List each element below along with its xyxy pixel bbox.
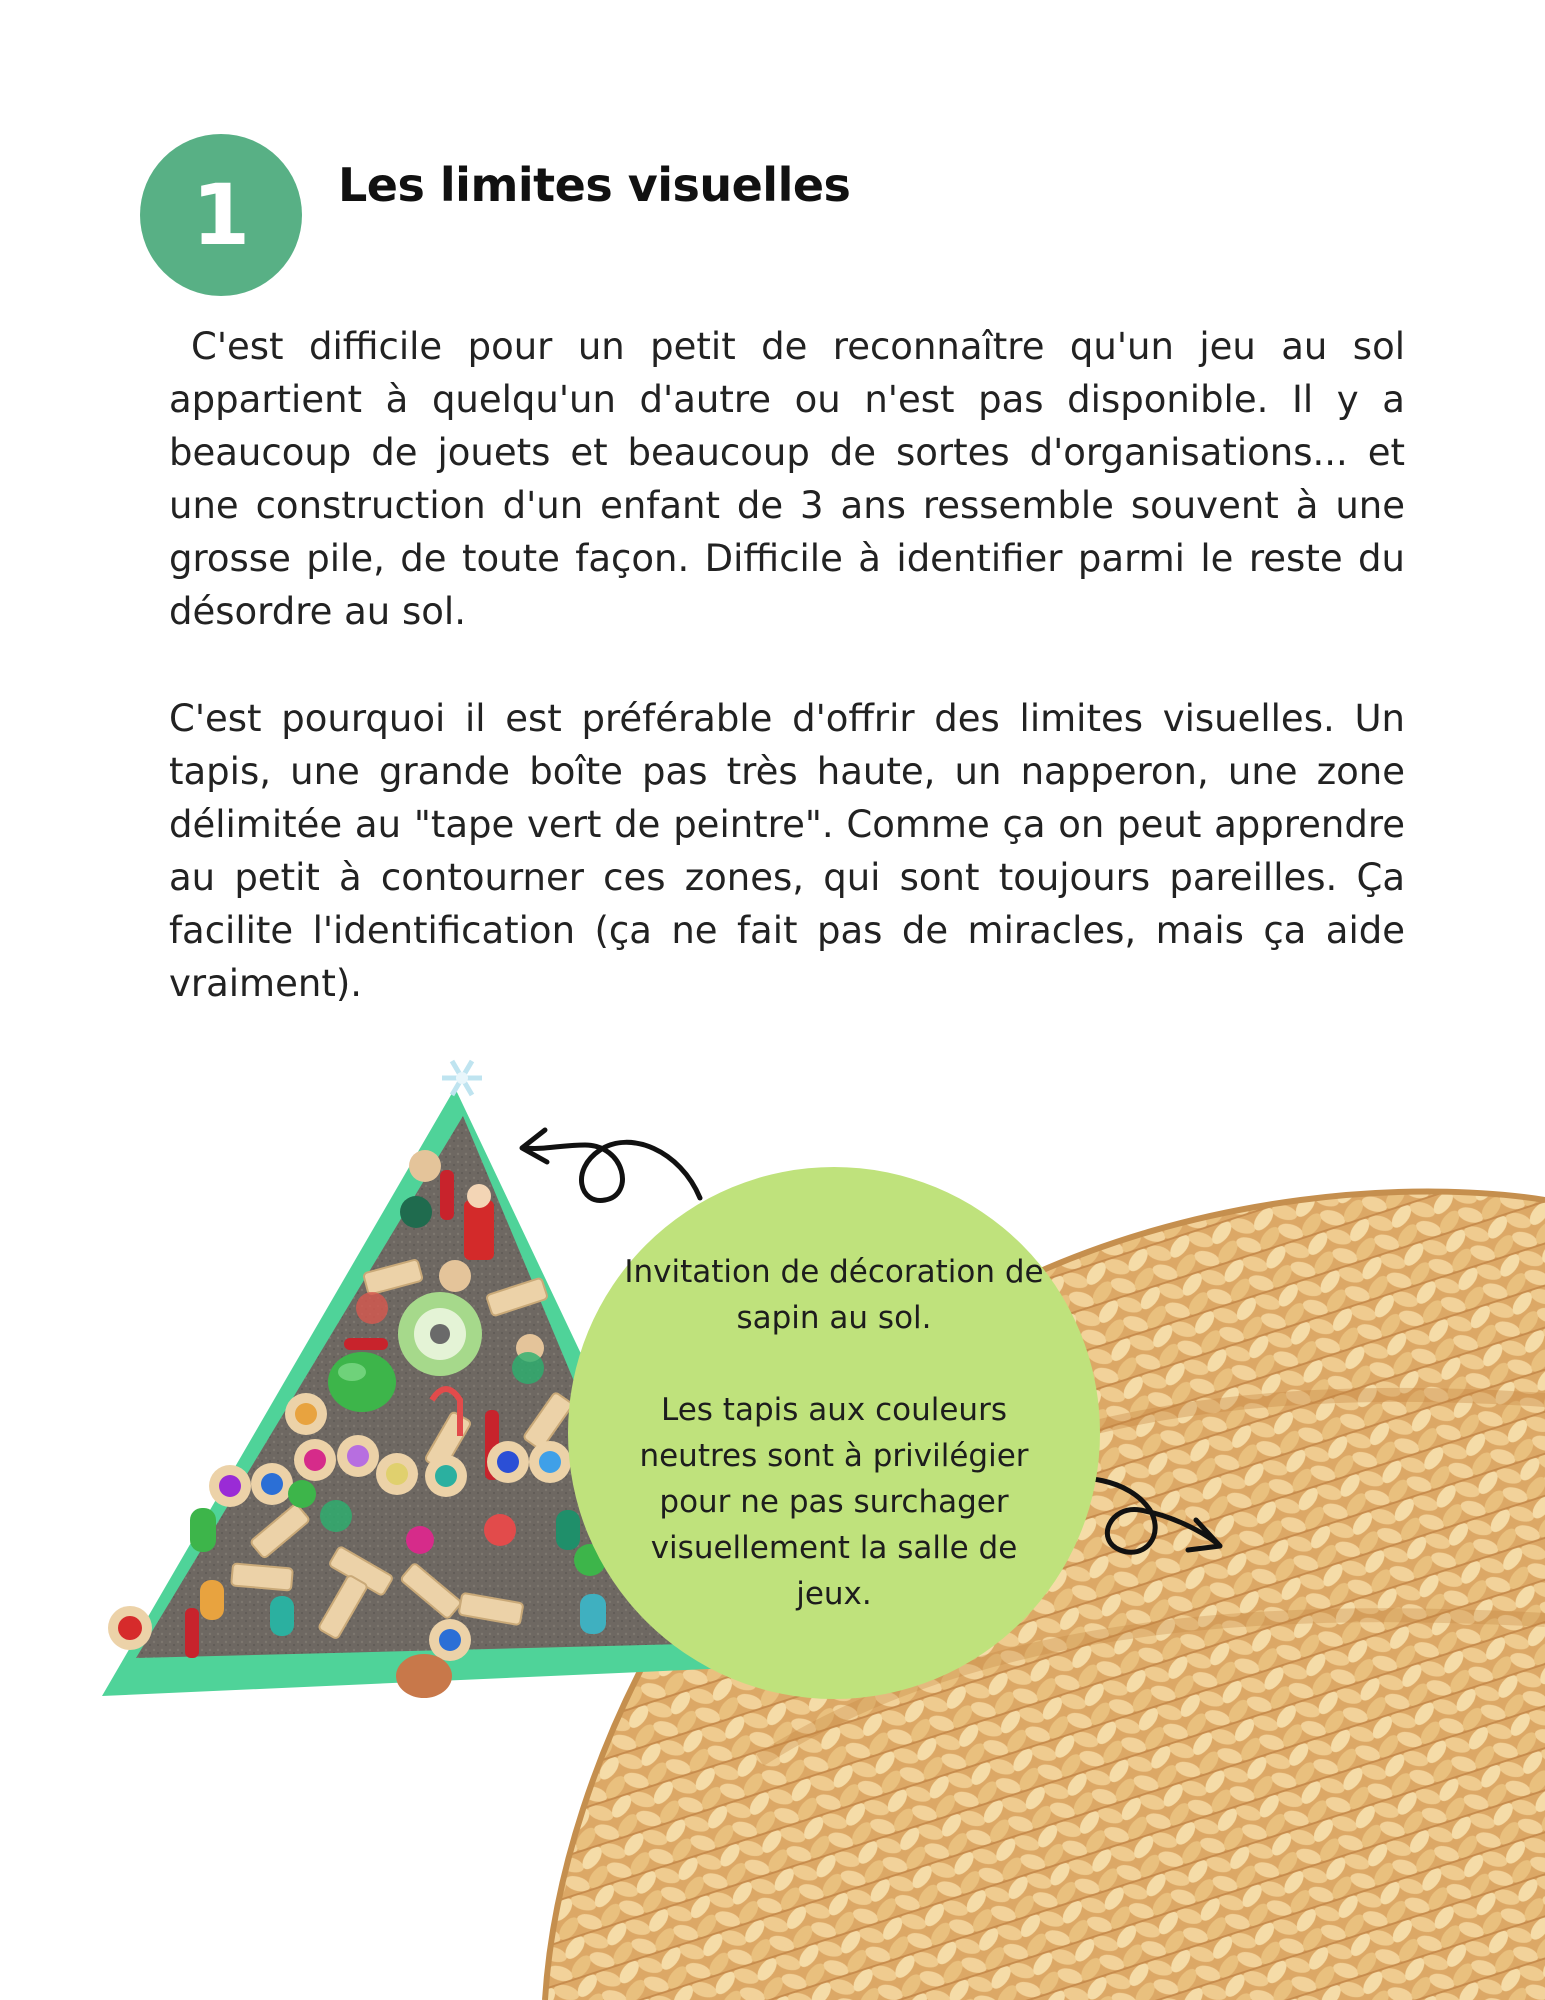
paragraph-solution: C'est pourquoi il est préférable d'offrir des limites visuelles. Un tapis, une grande boîte pas très haute, un napperon, une zone délimitée au "tape vert de peintre". Comme ça on peut apprendre au petit à contourner ces zones, qui sont toujours pareilles. Ça facilite l'identification (ça ne fait pas de miracles, mais ça aide vraiment). — [169, 697, 1405, 1005]
callout-tip: Les tapis aux couleurs neutres sont à privilégier pour ne pas surchager visuellement la salle de jeux. — [639, 1392, 1029, 1612]
paragraph-intro: C'est difficile pour un petit de reconnaître qu'un jeu au sol appartient à quelqu'un d'autre ou n'est pas disponible. Il y a beaucoup de jouets et beaucoup de sortes d'organisations... et une construction d'un enfant de 3 ans ressemble souvent à une grosse pile, de toute façon. Difficile à identifier parmi le reste du désordre au sol. — [169, 325, 1405, 633]
section-number-badge — [140, 134, 302, 296]
snowflake-ornament-icon — [442, 1061, 482, 1095]
callout-bubble — [568, 1167, 1100, 1699]
callout-caption: Invitation de décoration de sapin au sol. — [624, 1254, 1044, 1336]
section-number: 1 — [191, 166, 251, 264]
section-title: Les limites visuelles — [338, 158, 851, 212]
arrow-to-tree-icon — [525, 1142, 700, 1200]
